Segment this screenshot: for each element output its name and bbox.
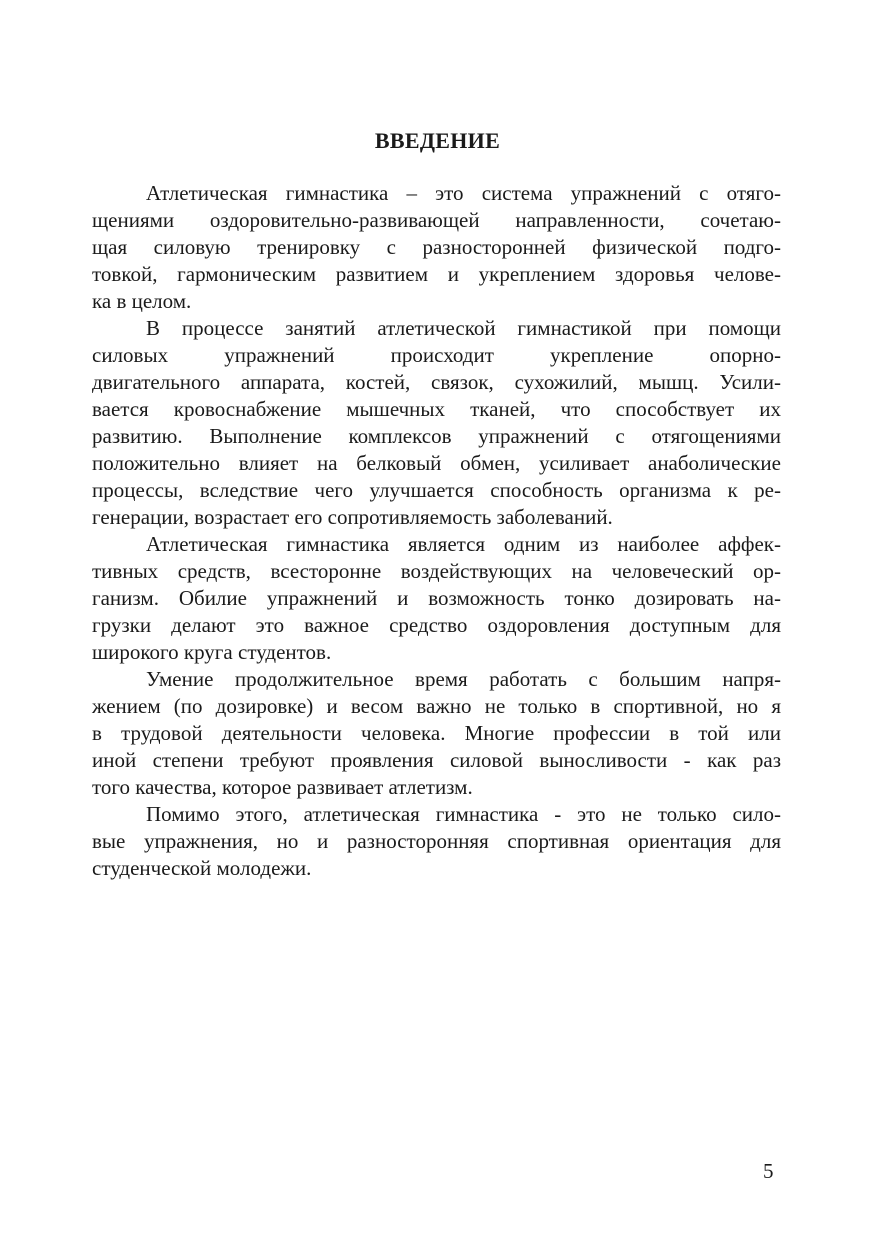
text-line: вается кровоснабжение мышечных тканей, что способствует их [92,397,781,421]
text-line: Помимо этого, атлетическая гимнастика - это не только сило- [146,802,781,826]
text-line: генерации, возрастает его сопротивляемость заболеваний. [92,505,613,529]
text-line: широкого круга студентов. [92,640,332,664]
paragraph-3 [92,531,781,666]
paragraph-4 [92,666,781,801]
section-heading: ВВЕДЕНИЕ [374,128,501,153]
text-line: в трудовой деятельности человека. Многие профессии в той или [92,721,781,745]
paragraph-2 [92,315,781,531]
text-line: щая силовую тренировку с разносторонней физической подго- [92,235,781,259]
text-line: развитию. Выполнение комплексов упражнений с отягощениями [92,424,781,448]
text-line: товкой, гармоническим развитием и укреплением здоровья челове- [92,262,781,286]
text-line: иной степени требуют проявления силовой выносливости - как раз [92,748,781,772]
text-line: В процессе занятий атлетической гимнастикой при помощи [146,316,781,340]
text-line: ганизм. Обилие упражнений и возможность тонко дозировать на- [92,586,781,610]
text-line: вые упражнения, но и разносторонняя спортивная ориентация для [92,829,781,853]
text-line: жением (по дозировке) и весом важно не только в спортивной, но я [92,694,781,718]
text-line: того качества, которое развивает атлетизм. [92,775,473,799]
text-line: положительно влияет на белковый обмен, усиливает анаболические [92,451,781,475]
text-line: ка в целом. [92,289,192,313]
text-line: Умение продолжительное время работать с большим напря- [146,667,781,691]
text-line: тивных средств, всесторонне воздействующих на человеческий ор- [92,559,781,583]
text-line: щениями оздоровительно-развивающей направленности, сочетаю- [92,208,781,232]
text-line: студенческой молодежи. [92,856,312,880]
paragraph-5 [92,801,781,882]
text-line: двигательного аппарата, костей, связок, сухожилий, мышц. Усили- [92,370,781,394]
text-line: Атлетическая гимнастика является одним из наиболее аффек- [146,532,781,556]
text-line: процессы, вследствие чего улучшается способность организма к ре- [92,478,781,502]
page-number: 5 [763,1159,774,1183]
text-line: Атлетическая гимнастика – это система упражнений с отяго- [146,181,781,205]
text-line: силовых упражнений происходит укрепление опорно- [92,343,781,367]
text-line: грузки делают это важное средство оздоровления доступным для [92,613,781,637]
body-text [92,180,781,882]
paragraph-1 [92,180,781,315]
